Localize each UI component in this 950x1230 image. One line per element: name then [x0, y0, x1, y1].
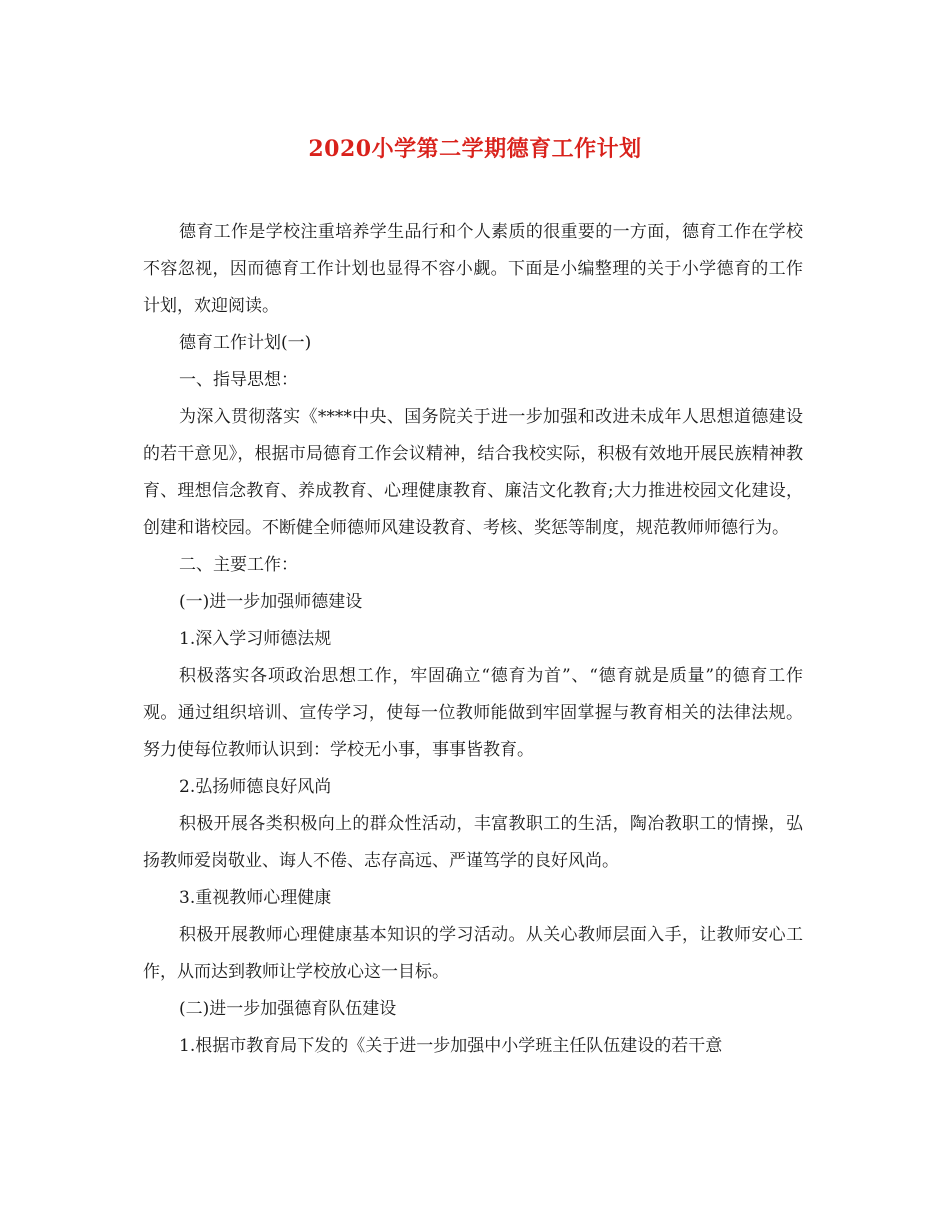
paragraph-item-3-body: 积极开展教师心理健康基本知识的学习活动。从关心教师层面入手，让教师安心工作，从而达到教师让学校放心这一目标。 — [143, 925, 803, 982]
paragraph-plan-heading: 德育工作计划(一) — [179, 333, 312, 353]
document-title: 2020小学第二学期德育工作计划 — [308, 136, 642, 162]
paragraph-item-1-body: 积极落实各项政治思想工作，牢固确立“德育为首”、“德育就是质量”的德育工作观。通过组织培训、宣传学习，使每一位教师能做到牢固掌握与教育相关的法律法规。努力使每位教师认识到：学校无小事，事事皆教育。 — [143, 666, 803, 760]
paragraph-item-3-heading: 3.重视教师心理健康 — [179, 888, 332, 908]
paragraph-subsection-two: (二)进一步加强德育队伍建设 — [179, 999, 397, 1019]
paragraph-item-2-body: 积极开展各类积极向上的群众性活动，丰富教职工的生活，陶冶教职工的情操，弘扬教师爱岗敬业、诲人不倦、志存高远、严谨笃学的良好风尚。 — [143, 814, 803, 871]
paragraph-guiding-thought: 为深入贯彻落实《****中央、国务院关于进一步加强和改进未成年人思想道德建设的若干意见》，根据市局德育工作会议精神，结合我校实际，积极有效地开展民族精神教育、理想信念教育、养成教育、心理健康教育、廉洁文化教育;大力推进校园文化建设，创建和谐校园。不断健全师德师风建设教育、考核、奖惩等制度，规范教师师德行为。 — [143, 407, 803, 538]
paragraph-section-one-heading: 一、指导思想： — [179, 370, 298, 390]
paragraph-item-1-heading: 1.深入学习师德法规 — [179, 629, 332, 649]
paragraph-subsection-one: (一)进一步加强师德建设 — [179, 592, 363, 612]
paragraph-intro: 德育工作是学校注重培养学生品行和个人素质的很重要的一方面，德育工作在学校不容忽视，因而德育工作计划也显得不容小觑。下面是小编整理的关于小学德育的工作计划，欢迎阅读。 — [143, 222, 803, 316]
document-body — [143, 214, 803, 1065]
paragraph-subsection-two-item-1: 1.根据市教育局下发的《关于进一步加强中小学班主任队伍建设的若干意 — [179, 1036, 723, 1056]
paragraph-section-two-heading: 二、主要工作： — [179, 555, 298, 575]
paragraph-item-2-heading: 2.弘扬师德良好风尚 — [179, 777, 332, 797]
